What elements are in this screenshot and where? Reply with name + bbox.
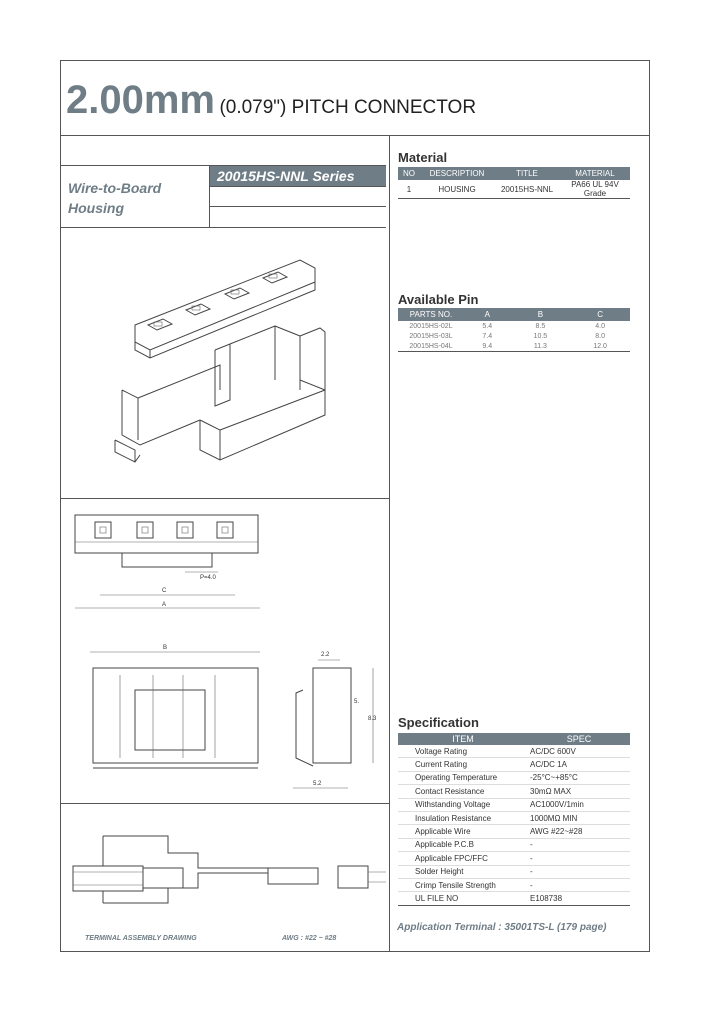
dim-p: P=4.0 (200, 575, 216, 581)
divider (60, 135, 650, 136)
table-header-row (398, 167, 630, 180)
table-row (398, 758, 630, 771)
table-cell: 20015HS-NNL (494, 180, 560, 199)
dim-5: 5. (354, 699, 360, 705)
dim-b: B (163, 645, 168, 651)
column-header: SPEC (528, 733, 630, 745)
table-cell: 8.0 (595, 332, 605, 340)
table-header-row (398, 733, 630, 745)
table-cell: 30mΩ MAX (528, 785, 630, 798)
table-cell: 20015HS-03L (409, 332, 453, 340)
product-type (68, 178, 161, 218)
top-view-drawing (70, 510, 270, 620)
table-cell: 11.3 (511, 341, 571, 352)
pitch-title: (0.079") PITCH CONNECTOR (219, 97, 477, 118)
column-header: ITEM (398, 733, 528, 745)
column-header: NO (398, 167, 420, 180)
table-cell: UL FILE NO (398, 892, 528, 905)
table-cell: 12.0 (570, 341, 630, 352)
table-cell: - (528, 878, 630, 891)
dim-22: 2.2 (321, 652, 330, 658)
table-cell: 5.4 (482, 322, 493, 330)
divider (389, 135, 390, 952)
column-header: B (511, 308, 571, 321)
dim-c: C (162, 588, 167, 594)
material-title: Material (398, 150, 448, 165)
product-type-line1: Wire-to-Board (68, 180, 162, 196)
table-cell: Voltage Rating (398, 745, 528, 758)
column-header: A (464, 308, 511, 321)
dim-a: A (162, 602, 167, 608)
table-cell: E108738 (528, 892, 630, 905)
housing-outline (115, 260, 325, 462)
table-row (398, 825, 630, 838)
table-cell: - (528, 838, 630, 851)
table-row (398, 811, 630, 824)
table-cell: PA66 UL 94V Grade (560, 180, 630, 199)
table-cell: 20015HS-02L (409, 322, 453, 330)
material-table (398, 167, 630, 199)
table-row (398, 180, 630, 199)
divider (210, 206, 386, 207)
table-cell: HOUSING (420, 180, 494, 199)
table-cell: -25°C~+85°C (528, 771, 630, 784)
column-header: DESCRIPTION (420, 167, 494, 180)
series-label: 20015HS-NNL Series (210, 166, 386, 186)
available-pin-title: Available Pin (398, 292, 479, 307)
table-cell: Insulation Resistance (398, 811, 528, 824)
isometric-drawing (100, 240, 340, 480)
table-cell: Applicable P.C.B (398, 838, 528, 851)
table-row (398, 331, 630, 341)
specification-table (398, 733, 630, 906)
front-view-drawing (85, 640, 265, 775)
dim-52: 5.2 (313, 781, 322, 787)
table-cell: - (528, 852, 630, 865)
table-row (398, 798, 630, 811)
page-title (66, 78, 476, 123)
table-cell: Contact Resistance (398, 785, 528, 798)
table-cell: AC1000V/1min (528, 798, 630, 811)
table-row (398, 865, 630, 878)
table-cell: 7.4 (482, 332, 493, 340)
table-cell: 9.4 (464, 341, 511, 352)
table-cell: - (528, 865, 630, 878)
table-cell: Solder Height (398, 865, 528, 878)
table-header-row (398, 308, 630, 321)
divider (60, 803, 390, 804)
divider (60, 498, 390, 499)
divider (210, 186, 386, 187)
table-row (398, 341, 630, 352)
table-row (398, 892, 630, 905)
table-cell: Operating Temperature (398, 771, 528, 784)
column-header: MATERIAL (560, 167, 630, 180)
dim-83: 8.3 (368, 716, 377, 722)
table-row (398, 878, 630, 891)
specification-title: Specification (398, 715, 479, 730)
terminal-assembly-drawing (68, 828, 388, 918)
table-cell: AWG #22~#28 (528, 825, 630, 838)
table-cell: 1 (398, 180, 420, 199)
table-cell: 10.5 (533, 332, 548, 340)
application-terminal: Application Terminal : 35001TS-L (179 page) (397, 922, 607, 933)
table-cell: Current Rating (398, 758, 528, 771)
table-row (398, 321, 630, 331)
table-cell: AC/DC 600V (528, 745, 630, 758)
table-row (398, 745, 630, 758)
table-cell: Applicable FPC/FFC (398, 852, 528, 865)
table-cell: 20015HS-04L (398, 341, 464, 352)
table-cell: Withstanding Voltage (398, 798, 528, 811)
table-row (398, 785, 630, 798)
awg-label: AWG : #22 ~ #28 (282, 935, 337, 942)
table-cell: Crimp Tensile Strength (398, 878, 528, 891)
table-row (398, 771, 630, 784)
table-cell: 8.5 (535, 322, 546, 330)
divider (60, 227, 386, 228)
available-pin-table (398, 308, 630, 352)
column-header: PARTS NO. (398, 308, 464, 321)
assembly-label: TERMINAL ASSEMBLY DRAWING (85, 935, 197, 942)
table-row (398, 838, 630, 851)
table-cell: Applicable Wire (398, 825, 528, 838)
table-cell: 4.0 (595, 322, 605, 330)
column-header: C (570, 308, 630, 321)
side-view-drawing (288, 648, 383, 798)
table-cell: AC/DC 1A (528, 758, 630, 771)
pitch-mm: 2.00mm (66, 78, 215, 122)
product-type-line2: Housing (68, 200, 124, 216)
table-cell: 1000MΩ MIN (528, 811, 630, 824)
table-row (398, 852, 630, 865)
column-header: TITLE (494, 167, 560, 180)
